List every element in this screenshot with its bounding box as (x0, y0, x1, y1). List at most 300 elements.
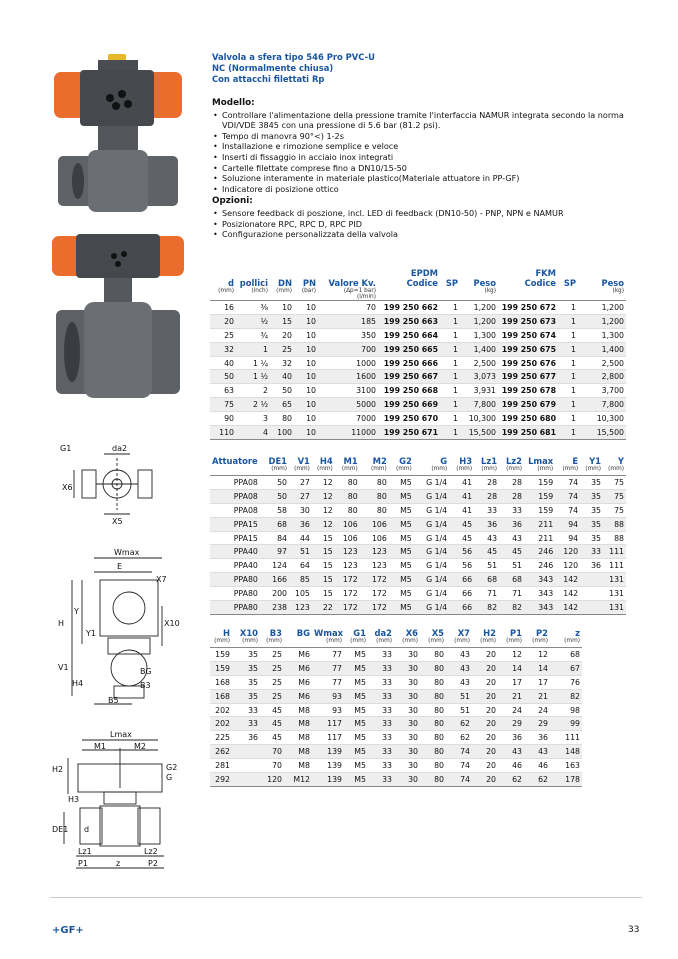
table-cell: PPA08 (210, 476, 260, 490)
table-cell: 1 (440, 342, 460, 356)
column-header: Y (617, 456, 624, 466)
title-line: NC (Normalmente chiusa) (212, 63, 334, 73)
label-v1: V1 (58, 663, 69, 672)
table-row (210, 573, 626, 587)
table-cell: 10,300 (460, 412, 498, 426)
label-lmax: Lmax (110, 730, 132, 739)
table-cell: 15 (312, 531, 335, 545)
table-cell: 105 (289, 587, 312, 601)
table-cell: 10,300 (578, 412, 626, 426)
unit-label: (mm) (402, 638, 418, 644)
table-cell: G 1/4 (414, 573, 449, 587)
unit-label: (mm) (218, 288, 234, 294)
table-cell: 50 (270, 384, 294, 398)
table-cell: 110 (210, 426, 236, 440)
unit-label: (mm) (376, 638, 392, 644)
table-cell: 1 (440, 426, 460, 440)
table-cell: 80 (335, 503, 360, 517)
table-cell: M5 (344, 689, 368, 703)
table-cell: 172 (335, 573, 360, 587)
unit-label: (mm) (326, 638, 342, 644)
label-h: H (58, 619, 65, 628)
column-header: G1 (353, 628, 366, 638)
table-cell: M8 (284, 717, 312, 731)
table-cell: 71 (474, 587, 499, 601)
table-cell: 20 (472, 745, 498, 759)
unit-label: (mm) (506, 466, 522, 472)
table-cell: 20 (270, 328, 294, 342)
label-de1: DE1 (52, 825, 69, 834)
table-cell: 20 (210, 314, 236, 328)
table-cell: 77 (312, 675, 344, 689)
table-cell: 1 (440, 356, 460, 370)
column-header: V1 (297, 456, 310, 466)
label-bg: BG (140, 667, 152, 676)
table-cell: 93 (312, 703, 344, 717)
table-cell: 199 250 668 (378, 384, 440, 398)
table-cell: 3,931 (460, 384, 498, 398)
table-cell: 12 (312, 489, 335, 503)
list-item: • Soluzione interamente in materiale plastico(Materiale attuatore in PP-GF) (212, 173, 642, 184)
table-row (210, 356, 626, 370)
table-cell: 80 (420, 759, 446, 773)
table-cell: 43 (446, 661, 472, 675)
column-header: X5 (431, 628, 444, 638)
table-cell: 12 (524, 648, 550, 662)
modello-list (212, 110, 642, 195)
table-cell: 82 (550, 689, 582, 703)
table-cell: 15 (312, 573, 335, 587)
table-cell: 50 (260, 489, 289, 503)
table-cell: M6 (284, 689, 312, 703)
table-row (210, 648, 582, 662)
table-cell: ⅜ (236, 301, 270, 315)
table-row (210, 301, 626, 315)
unit-label: (mm) (608, 466, 624, 472)
table-cell: 262 (210, 745, 232, 759)
unit-label: (mm) (242, 638, 258, 644)
table-cell: M8 (284, 745, 312, 759)
table-cell: 25 (260, 648, 284, 662)
table-cell: 1 (558, 342, 578, 356)
table-cell: 7000 (318, 412, 378, 426)
table-cell: 1 ½ (236, 370, 270, 384)
table-cell: 68 (474, 573, 499, 587)
table-cell: 35 (232, 661, 260, 675)
table-cell: 76 (550, 675, 582, 689)
unit-label: (mm) (371, 466, 387, 472)
table-cell: 45 (449, 531, 474, 545)
table-cell: 211 (524, 517, 555, 531)
table-cell: 22 (312, 601, 335, 615)
table-cell: 3 (236, 412, 270, 426)
label-x5: X5 (112, 517, 123, 526)
table-cell: 12 (312, 476, 335, 490)
table-cell: 2 (236, 384, 270, 398)
table-cell: 41 (449, 503, 474, 517)
table-cell: 5000 (318, 398, 378, 412)
list-item: • Cartelle filettate comprese fino a DN10/15-50 (212, 163, 642, 174)
table-cell: M5 (389, 517, 414, 531)
table-cell: 10 (294, 384, 318, 398)
table-cell: 51 (499, 559, 524, 573)
table-cell: 66 (449, 587, 474, 601)
table-cell: 199 250 677 (498, 370, 558, 384)
table-cell: 1 (558, 328, 578, 342)
table-cell: 36 (232, 731, 260, 745)
table-cell: 106 (335, 517, 360, 531)
table-cell: 199 250 680 (498, 412, 558, 426)
table-cell: 56 (449, 545, 474, 559)
table-cell: 25 (210, 328, 236, 342)
table-cell: 123 (360, 559, 389, 573)
table-cell: M8 (284, 703, 312, 717)
table-cell: 100 (270, 426, 294, 440)
unit-label: (mm) (266, 638, 282, 644)
table-cell: 97 (260, 545, 289, 559)
table-cell: 139 (312, 759, 344, 773)
table-row (210, 675, 582, 689)
column-header: d (228, 278, 234, 288)
table-cell: 117 (312, 717, 344, 731)
label-p2: P2 (148, 859, 158, 868)
table-cell: 1,400 (578, 342, 626, 356)
unit-label: (mm) (564, 638, 580, 644)
table-cell: 33 (232, 703, 260, 717)
table-cell: 45 (260, 717, 284, 731)
table-cell: 65 (270, 398, 294, 412)
table-cell: 25 (260, 675, 284, 689)
table-cell: 44 (289, 531, 312, 545)
column-header: DN (278, 278, 292, 288)
table-cell: PPA15 (210, 517, 260, 531)
column-header: H2 (483, 628, 496, 638)
column-header: pollici (239, 278, 268, 288)
table-row (210, 489, 626, 503)
table-cell: 74 (446, 759, 472, 773)
table-cell: 35 (232, 648, 260, 662)
table-cell: 62 (524, 773, 550, 787)
table-cell: 20 (472, 759, 498, 773)
list-item: • Posizionatore RPC, RPC D, RPC PID (212, 219, 642, 230)
table-cell: 28 (499, 489, 524, 503)
table-cell: 111 (550, 731, 582, 745)
list-item: • Inserti di fissaggio in acciaio inox integrati (212, 152, 642, 163)
table-cell (580, 573, 603, 587)
table-cell: 17 (498, 675, 524, 689)
column-header: M2 (372, 456, 387, 466)
table-cell: 62 (446, 717, 472, 731)
table-cell: 20 (472, 689, 498, 703)
label-h4: H4 (72, 679, 84, 688)
table-cell: 75 (603, 476, 626, 490)
table-cell: PPA80 (210, 573, 260, 587)
table-cell: 40 (210, 356, 236, 370)
table-cell: 30 (394, 648, 420, 662)
table-cell: 24 (524, 703, 550, 717)
table-cell: 166 (260, 573, 289, 587)
column-header: Wmax (314, 628, 344, 638)
table-cell: 199 250 679 (498, 398, 558, 412)
table-cell: 14 (498, 661, 524, 675)
table-cell: 21 (498, 689, 524, 703)
table-cell: 1 (440, 301, 460, 315)
column-header: da2 (374, 628, 392, 638)
column-header: Peso (473, 278, 496, 288)
table-cell: 80 (420, 731, 446, 745)
unit-label (558, 288, 578, 301)
unit-label: (mm) (276, 288, 292, 294)
table-cell: 200 (260, 587, 289, 601)
table-cell: 40 (270, 370, 294, 384)
column-header: Attuatore (212, 456, 258, 466)
table-cell: 75 (210, 398, 236, 412)
table-cell: 10 (294, 398, 318, 412)
label-lz1: Lz1 (78, 847, 92, 856)
table-cell: 74 (555, 476, 580, 490)
list-item: • Indicatore di posizione ottico (212, 184, 642, 195)
table-cell: 36 (524, 731, 550, 745)
table-cell: 63 (210, 384, 236, 398)
table-cell (232, 745, 260, 759)
table-cell: 17 (524, 675, 550, 689)
table-cell: 36 (474, 517, 499, 531)
table-cell: G 1/4 (414, 559, 449, 573)
table-row (210, 426, 626, 440)
table-cell: 1 (440, 398, 460, 412)
table-cell: 35 (580, 517, 603, 531)
table-cell: M5 (389, 503, 414, 517)
table-cell: 51 (446, 703, 472, 717)
column-header: H4 (319, 456, 333, 466)
table-cell: 27 (289, 489, 312, 503)
table-cell: 120 (260, 773, 284, 787)
column-header: EPDM Codice (406, 268, 438, 288)
table-cell: 68 (550, 648, 582, 662)
table-cell: 343 (524, 587, 555, 601)
column-header: H (222, 628, 230, 638)
table-cell: 70 (260, 745, 284, 759)
label-g: G (166, 773, 173, 782)
table-cell: 199 250 675 (498, 342, 558, 356)
table-header-row (210, 454, 626, 466)
table-cell: 35 (580, 503, 603, 517)
table-cell: 1,300 (460, 328, 498, 342)
table-cell: 77 (312, 648, 344, 662)
table-cell: 58 (260, 503, 289, 517)
table-cell: 45 (449, 517, 474, 531)
unit-label: (bar) (301, 288, 316, 294)
unit-label: (mm) (481, 466, 498, 472)
table-cell: 74 (555, 489, 580, 503)
table-cell: 172 (360, 573, 389, 587)
table-row (210, 412, 626, 426)
table-cell: 159 (524, 476, 555, 490)
table-row (210, 370, 626, 384)
table-cell: 199 250 662 (378, 301, 440, 315)
table-cell: 84 (260, 531, 289, 545)
table-cell: 15 (312, 559, 335, 573)
table-cell: 33 (580, 545, 603, 559)
table-cell (232, 759, 260, 773)
drawing-side-view (48, 728, 186, 874)
table-cell: 68 (499, 573, 524, 587)
valve-codes-table (210, 268, 626, 440)
unit-label: (mm) (532, 638, 548, 644)
table-cell: 24 (498, 703, 524, 717)
table-cell: 30 (289, 503, 312, 517)
table-cell: 185 (318, 314, 378, 328)
table-cell: 45 (260, 703, 284, 717)
table-cell: M6 (284, 661, 312, 675)
table-row (210, 689, 582, 703)
table-cell: 56 (449, 559, 474, 573)
table-cell: 3,073 (460, 370, 498, 384)
table-cell: 20 (472, 731, 498, 745)
column-header: Lmax (528, 456, 554, 466)
table-cell: 1 (236, 342, 270, 356)
gf-logo: +GF+ (52, 925, 84, 936)
table-cell: M5 (389, 587, 414, 601)
table-cell: 7,800 (460, 398, 498, 412)
column-header: BG (296, 628, 310, 638)
table-cell: 172 (360, 587, 389, 601)
table-row (210, 601, 626, 615)
table-cell: 45 (260, 731, 284, 745)
table-cell: 142 (555, 573, 580, 587)
table-cell: 131 (603, 587, 626, 601)
table-cell: 80 (335, 489, 360, 503)
table-header-row (210, 626, 582, 638)
units-row (210, 288, 626, 301)
unit-label (440, 288, 460, 301)
table-cell: 15,500 (460, 426, 498, 440)
table-cell: 199 250 681 (498, 426, 558, 440)
table-cell: 64 (289, 559, 312, 573)
table-cell: 20 (472, 675, 498, 689)
table-cell: 71 (499, 587, 524, 601)
table-row (210, 384, 626, 398)
unit-label: (mm) (294, 466, 310, 472)
unit-label: (mm) (456, 466, 473, 472)
table-cell: PPA80 (210, 587, 260, 601)
table-cell: 80 (270, 412, 294, 426)
table-cell: 28 (499, 476, 524, 490)
table-cell: 202 (210, 703, 232, 717)
table-cell: 10 (294, 412, 318, 426)
table-row (210, 559, 626, 573)
table-cell: 68 (260, 517, 289, 531)
table-cell: 178 (550, 773, 582, 787)
table-cell: 10 (294, 370, 318, 384)
opzioni-heading: Opzioni: (212, 196, 253, 207)
table-cell: 85 (289, 573, 312, 587)
table-cell: 139 (312, 773, 344, 787)
table-cell: 33 (368, 745, 394, 759)
table-cell: M6 (284, 675, 312, 689)
actuator-dimensions-table (210, 454, 626, 615)
label-lz2: Lz2 (144, 847, 158, 856)
unit-label: (kg) (612, 288, 624, 294)
table-cell: 350 (318, 328, 378, 342)
table-cell: 88 (603, 531, 626, 545)
table-cell: 1 (440, 370, 460, 384)
label-g1: G1 (60, 444, 72, 453)
unit-label (210, 466, 260, 476)
table-cell: 7,800 (578, 398, 626, 412)
table-cell: 33 (499, 503, 524, 517)
table-cell: 74 (555, 503, 580, 517)
table-cell: 246 (524, 545, 555, 559)
table-cell: 700 (318, 342, 378, 356)
table-row (210, 731, 582, 745)
table-cell: 94 (555, 531, 580, 545)
table-cell: 74 (446, 773, 472, 787)
table-cell: 16 (210, 301, 236, 315)
table-cell: 33 (368, 703, 394, 717)
table-row (210, 398, 626, 412)
table-cell: 35 (580, 476, 603, 490)
table-cell: 1 (440, 412, 460, 426)
footer-divider (50, 897, 642, 898)
label-g2: G2 (166, 763, 178, 772)
table-cell: 25 (260, 689, 284, 703)
table-cell: 15 (270, 314, 294, 328)
table-cell: 123 (289, 601, 312, 615)
table-cell: 43 (499, 531, 524, 545)
unit-label: (inch) (251, 288, 268, 294)
table-cell: 20 (472, 661, 498, 675)
label-m2: M2 (134, 742, 146, 751)
table-cell: 172 (360, 601, 389, 615)
table-cell: 1 (558, 398, 578, 412)
table-cell: 33 (368, 759, 394, 773)
table-cell: 30 (394, 717, 420, 731)
table-cell: G 1/4 (414, 545, 449, 559)
table-cell: M5 (344, 703, 368, 717)
column-header: X7 (457, 628, 470, 638)
label-h3: H3 (68, 795, 80, 804)
table-cell: 20 (472, 648, 498, 662)
table-cell: 159 (524, 503, 555, 517)
table-cell: 1,200 (578, 314, 626, 328)
column-header: G (440, 456, 448, 466)
table-cell: 66 (449, 601, 474, 615)
table-cell: 41 (449, 476, 474, 490)
table-cell: 98 (550, 703, 582, 717)
unit-label: (kg) (484, 288, 496, 294)
table-cell (580, 587, 603, 601)
table-cell: 45 (499, 545, 524, 559)
table-cell: 27 (289, 476, 312, 490)
table-row (210, 717, 582, 731)
label-y: Y (74, 607, 79, 616)
table-cell: 20 (472, 773, 498, 787)
table-cell: 15 (312, 587, 335, 601)
label-da2: da2 (112, 444, 128, 453)
table-cell: 10 (294, 342, 318, 356)
table-cell: 1 (558, 384, 578, 398)
table-cell: M5 (344, 717, 368, 731)
units-row (210, 638, 582, 648)
table-cell: 199 250 672 (498, 301, 558, 315)
table-cell: 3,700 (578, 384, 626, 398)
table-cell: 29 (498, 717, 524, 731)
column-header: X6 (405, 628, 418, 638)
table-cell: 199 250 665 (378, 342, 440, 356)
table-cell: 199 250 671 (378, 426, 440, 440)
table-cell: 199 250 678 (498, 384, 558, 398)
